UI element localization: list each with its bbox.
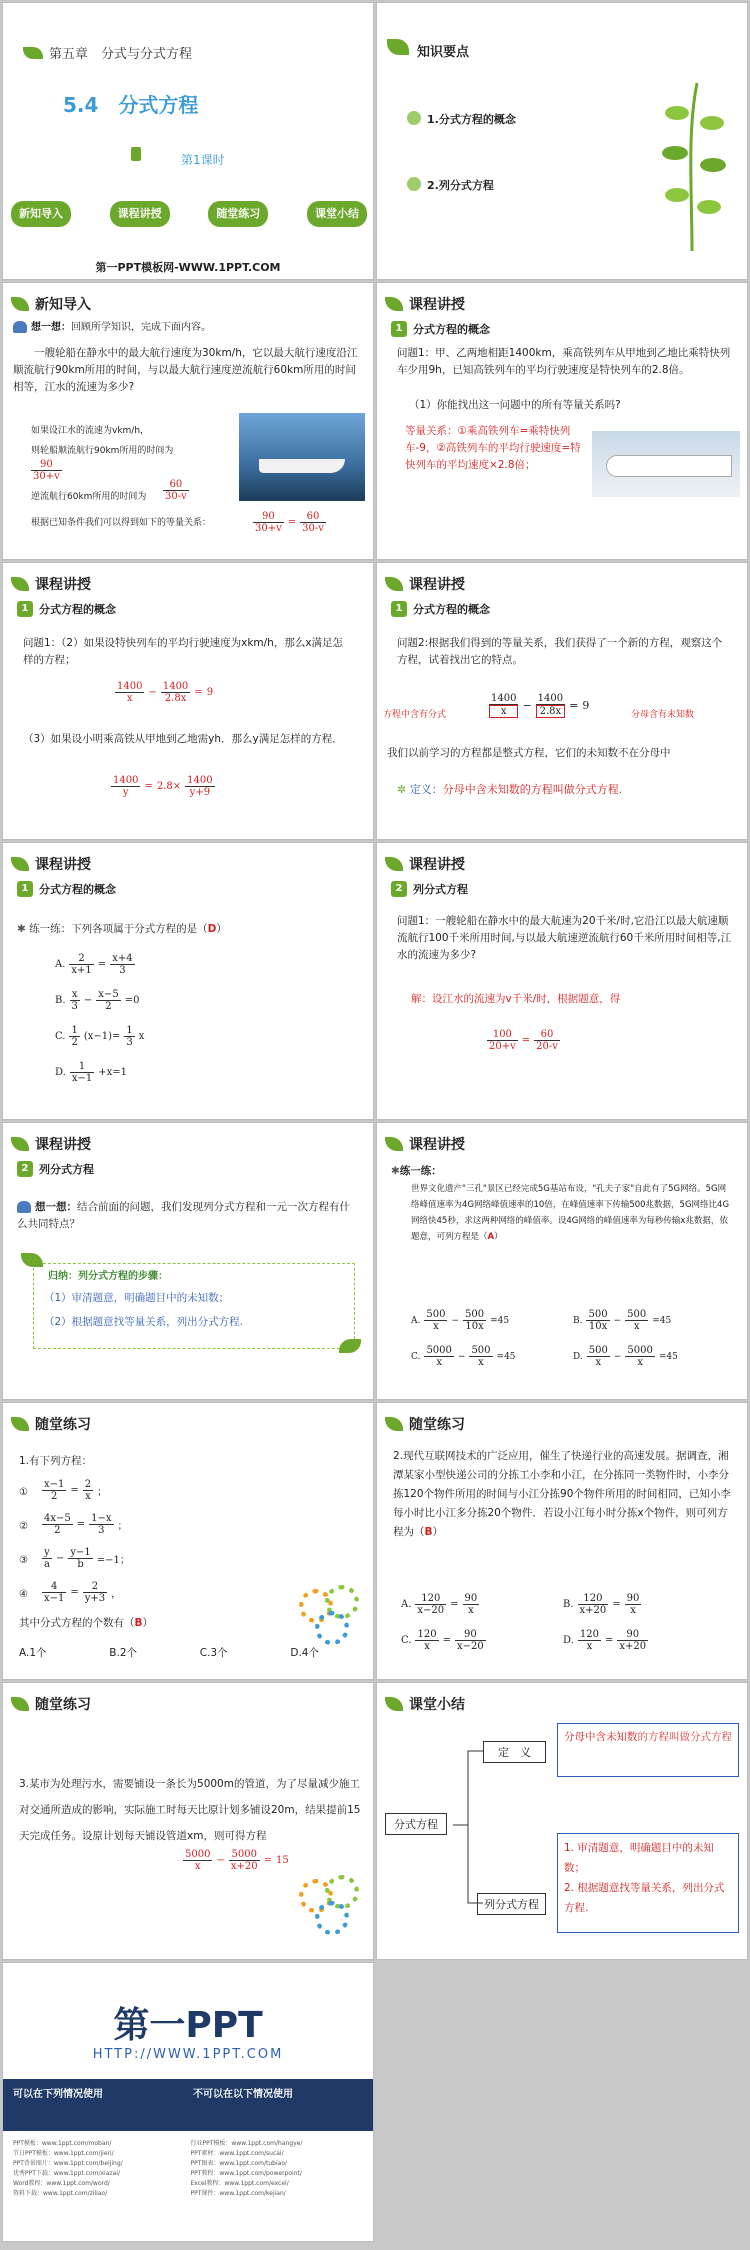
leaf-icon [11,857,29,871]
method-box [557,1833,739,1933]
slide-lecture-6 [2,1122,374,1400]
slide-heading: 课程讲授 [409,297,465,313]
leaf-icon [11,1417,29,1431]
label-denominator: 分母含有未知数 [631,710,695,720]
option-a[interactable]: A. $\frac{2}{x+1}$ = $\frac{x+4}{3}$ [55,953,133,976]
relation-text: 等量关系：①乘高铁列车=乘特快列车-9，②高铁列车的平均行驶速度=特快列车的平均速度×2.8倍； [405,425,581,471]
slide-heading: 随堂练习 [35,1697,91,1713]
summary-step-1: （1）审清题意，明确题目中的未知数； [44,1292,230,1304]
option-a[interactable]: A. $\frac{500}{x}$ − $\frac{500}{10x}$ =45 [411,1309,510,1332]
link[interactable]: PPT图表：www.1ppt.com/tubiao/ [190,2160,288,2167]
answer: B [424,1526,433,1538]
ask-line [19,1615,153,1632]
slide-heading: 随堂练习 [409,1417,465,1433]
leaf-icon [21,1253,43,1267]
subheading: 列分式方程 [413,883,468,896]
summary-box [33,1263,355,1349]
exercise-line [17,921,227,938]
square-icon: 1 [17,881,33,897]
think-block [17,1199,357,1233]
option-d[interactable]: D. $\frac{120}{x}$ = $\frac{90}{x+20}$ [563,1629,647,1652]
branch-method: 列分式方程 [477,1893,546,1915]
exercise-end: ） [216,923,227,935]
subheading: 分式方程的概念 [413,323,490,336]
cannot-use: 不可以在以下情况使用 [193,2089,293,2100]
question-text: 问题1：（2）如果设特快列车的平均行驶速度为xkm/h，那么x满足怎样的方程； [23,637,344,666]
logo-text: 第一PPT [113,2005,263,2046]
equation: $\frac{90}{30+v}$ = $\frac{60}{30-v}$ [255,511,324,534]
slide-lecture-5 [376,842,748,1120]
slide-summary [376,1682,748,1960]
slide-practice-2 [376,1402,748,1680]
step-3[interactable]: 随堂练习 [208,201,268,227]
wrench-icon: ✱ [17,923,26,935]
slide-heading: 课程讲授 [409,577,465,593]
question-text: 问题2:根据我们得到的等量关系，我们获得了一个新的方程，观察这个方程，试着找出它的特点。 [397,637,723,666]
leaf-icon [11,297,29,311]
link[interactable]: PPT素材：www.1ppt.com/sucai/ [190,2150,284,2157]
equation-2: ② $\frac{4x-5}{2}$ = $\frac{1-x}{3}$ ； [19,1513,128,1536]
outline-title: 知识要点 [417,45,470,60]
question-3: （3）如果设小明乘高铁从甲地到乙地需yh．那么y满足怎样的方程． [23,733,343,745]
leaf-icon [11,1697,29,1711]
line-2: 则轮船顺流航行90km所用的时间为 [31,446,174,456]
def-highlight: 分母中含未知数 [564,1731,638,1743]
info-bar [3,2079,373,2131]
equation: $\frac{100}{20+v}$ = $\frac{60}{20-v}$ [489,1029,558,1052]
think-text: 回顾所学知识，完成下面内容。 [71,322,211,333]
question-text: 1.有下列方程： [19,1455,93,1467]
question-text: 2.现代互联网技术的广泛应用，催生了快递行业的高速发展。据调查，湘潭某家小型快递公司的分拣工小李和小江，在分拣同一类物件时，小李分拣120个物件所用的时间与小江分拣90个物件所用的时间相同，已知小李每小时比小江多分拣20个物件．若设小江每小时分拣x个物件，则可列方程为（ [393,1450,731,1538]
slide-lecture-7 [376,1122,748,1400]
ask-end: ） [142,1617,154,1629]
equation: $\frac{1400}{x}$ − $\frac{1400}{2.8x}$ = 9 [491,693,590,717]
slide-lecture-1 [376,282,748,560]
bullet-icon [407,177,421,191]
definition [397,781,622,798]
equation-1: ① $\frac{x-1}{2}$ = $\frac{2}{x}$ ； [19,1479,108,1502]
step-4[interactable]: 课堂小结 [307,201,367,227]
footer-text: 第一PPT模板网-WWW.1PPT.COM [95,261,281,274]
slide-heading: 课程讲授 [409,1137,465,1153]
definition-text: 分母中含未知数的方程叫做分式方程. [442,783,623,796]
leaf-icon [385,1417,403,1431]
line-1: 如果设江水的流速为vkm/h， [31,426,150,436]
square-icon: 2 [391,881,407,897]
slide-ad [2,1962,374,2242]
bottle-icon [131,147,141,161]
option-b[interactable]: B. $\frac{500}{10x}$ − $\frac{500}{x}$ =45 [573,1309,672,1332]
leaf-icon [385,297,403,311]
question-text: 问题1：甲、乙两地相距1400km，乘高铁列车从甲地到乙地比乘特快列车少用9h，已知高铁列车的平均行驶速度是特快列车的2.8倍。 [397,347,731,376]
question-block [393,1447,737,1542]
step-1[interactable]: 新知导入 [11,201,71,227]
equation-y: $\frac{1400}{y}$ = 2.8× $\frac{1400}{y+9}$ [113,775,213,798]
summary-step-2: （2）根据题意找等量关系，列出分式方程. [44,1316,244,1328]
gear-icon [315,1611,349,1645]
link[interactable]: PPT背景图片：www.1ppt.com/beijing/ [13,2160,123,2167]
branch-definition: 定 义 [483,1741,546,1763]
leaf-icon [23,47,43,59]
exercise-label: 练一练： [399,1165,442,1177]
exercise-text: 练一练：下列各项属于分式方程的是（ [29,923,208,935]
slide-heading: 课程讲授 [35,577,91,593]
lesson-label: 第1课时 [181,153,225,167]
subheading: 列分式方程 [39,1163,94,1176]
leaf-icon [11,1137,29,1151]
square-icon: 1 [391,601,407,617]
leaf-icon [385,1137,403,1151]
square-icon: 1 [391,321,407,337]
link[interactable]: PPT课件：www.1ppt.com/kejian/ [190,2190,286,2197]
link[interactable]: PPT教程：www.1ppt.com/powerpoint/ [190,2170,302,2177]
choice-a[interactable]: A.1个 [19,1647,47,1659]
subheading: 分式方程的概念 [413,603,490,616]
option-b[interactable]: B. $\frac{x}{3}$ − $\frac{x-5}{2}$ =0 [55,989,140,1012]
option-c[interactable]: C. $\frac{1}{2}$ (x−1)= $\frac{1}{3}$ x [55,1025,145,1048]
subheading: 分式方程的概念 [39,603,116,616]
equation-3: ③ $\frac{y}{a}$ − $\frac{y-1}{b}$ =−1； [19,1547,130,1570]
slide-intro [2,282,374,560]
choice-d[interactable]: D.4个 [290,1647,319,1659]
pinwheel-icon: ✲ [397,783,407,796]
answer: B [134,1617,143,1629]
slide-outline [376,2,748,280]
slide-title [2,2,374,280]
definition-label: 定义： [409,783,443,796]
link[interactable]: 优秀PPT下载：www.1ppt.com/xiazai/ [13,2170,120,2177]
label-fraction: 方程中含有分式 [383,710,447,720]
question-text: 问题1：一艘轮船在静水中的最大航速为20千米/时,它沿江以最大航速顺流航行100千米所用时间,与以最大航速逆流航行60千米所用时间相等,江水的流速为多少? [397,915,732,961]
slide-heading: 新知导入 [35,297,91,313]
section-title: 5.4 分式方程 [63,93,199,117]
slide-practice-1 [2,1402,374,1680]
note-text: 我们以前学习的方程都是整式方程，它们的未知数不在分母中 [387,747,671,759]
fraction-time-1: $\frac{90}{30+v}$ [33,459,60,482]
think-label: 想一想： [31,322,71,333]
exercise-text [411,1181,733,1245]
question-end: ） [432,1526,444,1538]
choice-b[interactable]: B.2个 [109,1647,138,1659]
leaf-icon [385,857,403,871]
plant-illustration [647,73,737,253]
answer: D [207,923,217,935]
equation-4: ④ $\frac{4}{x-1}$ = $\frac{2}{y+3}$ ， [19,1581,122,1604]
outline-item-2[interactable]: 2.列分式方程 [427,179,494,192]
slide-heading: 课程讲授 [409,857,465,873]
people-icon [17,1201,31,1213]
gear-icon [315,1901,349,1935]
line-3: 逆流航行60km所用的时间为 [31,492,147,502]
logo-url: HTTP://WWW.1PPT.COM [92,2047,284,2062]
leaf-icon [387,39,409,55]
exercise-body: 世界文化遗产"三孔"景区已经完成5G基站布设，"孔夫子家"自此有了5G网络。5G网络峰值速率为4G网络峰值速率的10倍，在峰值速率下传输500兆数据，5G网络比4G网络快45秒，求这两种网络的峰值率。设4G网络的峰值速率为每秒传输x兆数据，依题意，可列方程是（ [411,1184,730,1242]
think-label: 想一想： [35,1201,77,1213]
ship-image [239,413,365,501]
wrench-icon: ✱ [391,1165,400,1177]
method-step-1: 1. 审清题意，明确题目中的未知数； [564,1842,714,1874]
slide-lecture-2 [2,562,374,840]
chapter-label: 第五章 分式与分式方程 [49,47,193,62]
link[interactable]: Excel教程：www.1ppt.com/excel/ [190,2180,289,2187]
exercise-end: ） [494,1232,503,1242]
leaf-icon [385,1697,403,1711]
definition-box [557,1723,739,1777]
equation: $\frac{5000}{x}$ − $\frac{5000}{x+20}$ = 15 [185,1849,289,1872]
leaf-icon [11,577,29,591]
subheading: 分式方程的概念 [39,883,116,896]
slide-heading: 课堂小结 [409,1697,465,1713]
exercise-label-line [391,1163,442,1180]
option-d[interactable]: D. $\frac{1}{x-1}$ +x=1 [55,1061,127,1084]
slide-lecture-3 [376,562,748,840]
option-c[interactable]: C. $\frac{5000}{x}$ − $\frac{500}{x}$ =45 [411,1345,516,1368]
question-sub: （1）你能找出这一问题中的所有等量关系吗? [409,399,621,411]
option-d[interactable]: D. $\frac{500}{x}$ − $\frac{5000}{x}$ =45 [573,1345,678,1368]
can-use: 可以在下列情况使用 [13,2089,103,2100]
step-2[interactable]: 课程讲授 [110,201,170,227]
choice-c[interactable]: C.3个 [199,1647,228,1659]
bracket-lines [453,1735,483,1915]
def-rest: 的方程叫做分式方程 [637,1731,732,1743]
ask-text: 其中分式方程的个数有（ [19,1617,135,1629]
leaf-icon [339,1339,361,1353]
link[interactable]: Word教程：www.1ppt.com/word/ [13,2180,110,2187]
option-b[interactable]: B. $\frac{120}{x+20}$ = $\frac{90}{x}$ [563,1593,640,1616]
bullet-icon [407,111,421,125]
line-4: 根据已知条件我们可以得到如下的等量关系： [31,518,212,528]
slide-heading: 随堂练习 [35,1417,91,1433]
fraction-time-2: $\frac{60}{30-v}$ [165,479,187,502]
link[interactable]: 行业PPT模板：www.1ppt.com/hangye/ [190,2140,303,2147]
question-text: 3.某市为处理污水，需要铺设一条长为5000m的管道，为了尽量减少施工对交通所造成的影响，实际施工时每天比原计划多铺设20m，结果提前15天完成任务。设原计划每天铺设管道xm，则可得方程 [19,1778,361,1842]
leaf-icon [385,577,403,591]
slide-heading: 课程讲授 [35,1137,91,1153]
train-image [592,431,740,497]
outline-item-1[interactable]: 1.分式方程的概念 [427,113,516,126]
step-bar [11,201,367,227]
option-a[interactable]: A. $\frac{120}{x-20}$ = $\frac{90}{x}$ [401,1593,478,1616]
equation-x: $\frac{1400}{x}$ − $\frac{1400}{2.8x}$ = 9 [117,681,214,704]
problem-paragraph: 一艘轮船在静水中的最大航行速度为30km/h，它以最大航行速度沿江顺流航行90km所用的时间，与以最大航行速度逆流航行60km所用的时间相等，江水的流速为多少? [13,347,358,393]
solution-text: 解：设江水的流速为v千米/时，根据题意，得 [411,993,621,1005]
summary-title: 归纳：列分式方程的步骤： [48,1271,168,1282]
link[interactable]: 节日PPT模板：www.1ppt.com/jieri/ [13,2150,114,2157]
slide-practice-3 [2,1682,374,1960]
link[interactable]: PPT模板：www.1ppt.com/moban/ [13,2140,112,2147]
link[interactable]: 资料下载：www.1ppt.com/ziliao/ [13,2190,108,2197]
method-step-2: 2. 根据题意找等量关系，列出分式方程. [564,1882,725,1914]
link-grid [13,2139,368,2199]
slide-heading: 课程讲授 [35,857,91,873]
people-icon [13,321,27,333]
root-box: 分式方程 [385,1813,447,1835]
square-icon: 1 [17,601,33,617]
square-icon: 2 [17,1161,33,1177]
option-c[interactable]: C. $\frac{120}{x}$ = $\frac{90}{x-20}$ [401,1629,484,1652]
think-text: 结合前面的问题，我们发现列分式方程和一元一次方程有什么共同特点？ [17,1201,350,1230]
slide-lecture-4 [2,842,374,1120]
answer: A [487,1232,495,1242]
choices [19,1645,319,1660]
